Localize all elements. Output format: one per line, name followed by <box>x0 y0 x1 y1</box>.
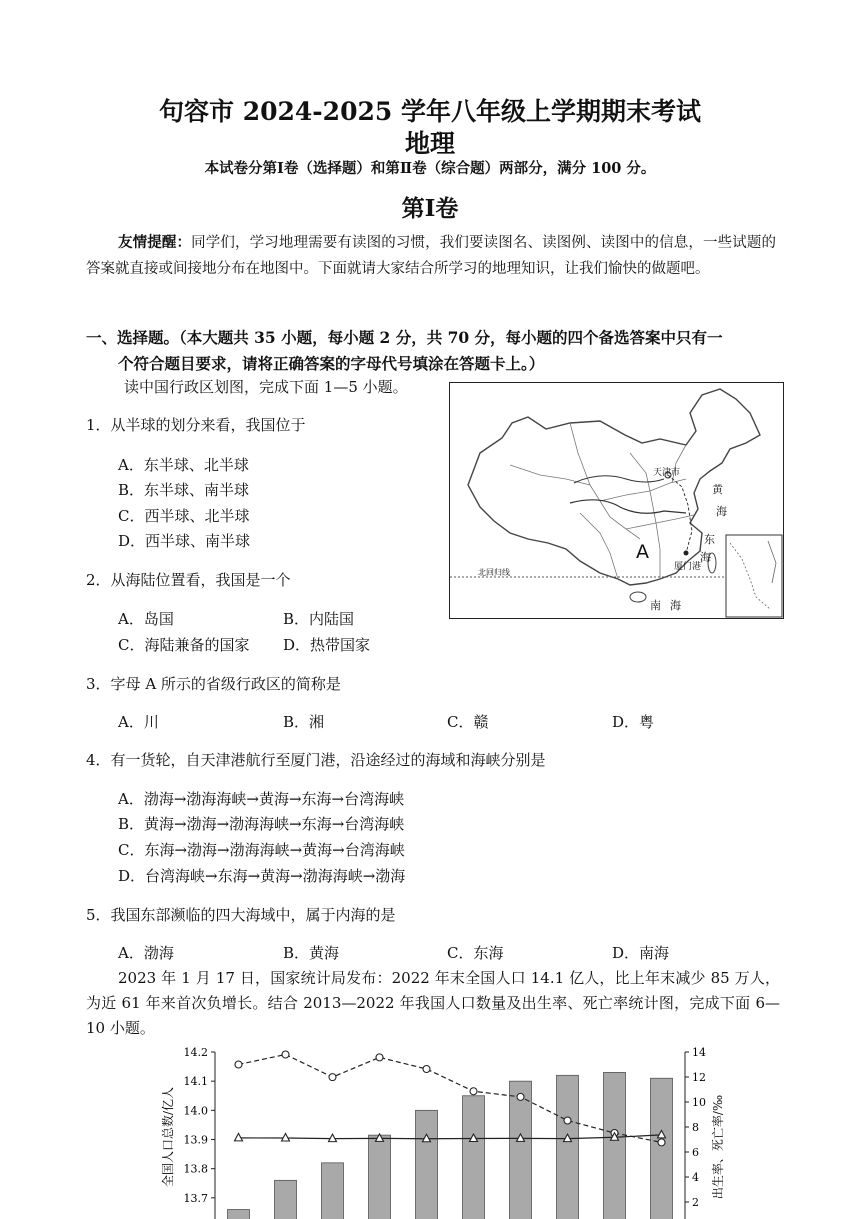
q4-option-d[interactable]: D．台湾海峡→东海→黄海→渤海海峡→渤海 <box>118 865 405 886</box>
q5-option-a[interactable]: A．渤海 <box>118 942 174 963</box>
question-1 <box>86 414 306 435</box>
birth-rate-line <box>239 1055 662 1143</box>
map-label-tropic: 北回归线 <box>478 567 510 578</box>
birth-rate-point <box>658 1139 665 1146</box>
population-chart <box>150 1042 710 1215</box>
question-number: 2． <box>86 571 111 589</box>
right-tick-label: 14 <box>692 1046 706 1059</box>
q5-option-c[interactable]: C．东海 <box>447 942 503 963</box>
death-rate-line <box>239 1135 662 1139</box>
y-axis-label: 全国人口总数/亿人 <box>160 1087 175 1187</box>
birth-rate-point <box>470 1088 477 1095</box>
question-stem: 字母 A 所示的省级行政区的简称是 <box>111 675 341 693</box>
population-bar <box>463 1096 485 1219</box>
friendly-tip <box>86 230 776 282</box>
right-tick-label: 8 <box>692 1121 699 1134</box>
question-number: 1． <box>86 416 111 434</box>
death-rate-point <box>282 1134 290 1142</box>
population-bar <box>369 1135 391 1219</box>
right-tick-label: 12 <box>692 1071 706 1084</box>
birth-rate-point <box>376 1054 383 1061</box>
question-stem: 我国东部濒临的四大海域中，属于内海的是 <box>111 906 396 924</box>
q3-option-c[interactable]: C．赣 <box>447 711 488 732</box>
death-rate-point <box>329 1134 337 1142</box>
population-bar <box>510 1081 532 1219</box>
question-stem: 有一货轮，自天津港航行至厦门港，沿途经过的海域和海峡分别是 <box>111 751 546 769</box>
question-stem: 从海陆位置看，我国是一个 <box>111 571 291 589</box>
subject-title: 地理 <box>0 124 860 160</box>
q5-option-b[interactable]: B．黄海 <box>283 942 339 963</box>
left-tick-label: 13.8 <box>184 1163 209 1176</box>
map-label-dong: 东 <box>704 531 715 547</box>
question-number: 5． <box>86 906 111 924</box>
exam-description: 本试卷分第Ⅰ卷（选择题）和第Ⅱ卷（综合题）两部分，满分 100 分。 <box>0 157 860 178</box>
map-label-tianjin: 天津市 <box>653 465 680 478</box>
question-number: 3． <box>86 675 111 693</box>
question-2 <box>86 569 291 590</box>
population-bar <box>228 1210 250 1219</box>
section-heading-line1: 一、选择题。（本大题共 35 小题，每小题 2 分，共 70 分，每小题的四个备选答案中只有一 <box>86 326 723 348</box>
q2-option-a[interactable]: A．岛国 <box>118 608 174 629</box>
q2-option-c[interactable]: C．海陆兼备的国家 <box>118 634 249 655</box>
question-3 <box>86 673 341 694</box>
china-admin-map <box>449 382 784 619</box>
map-label-hai-1: 海 <box>716 503 727 519</box>
left-tick-label: 14.1 <box>184 1075 209 1088</box>
right-tick-label: 10 <box>692 1096 706 1109</box>
y2-axis-label: 出生率、死亡率/‰ <box>710 1095 725 1199</box>
birth-rate-point <box>282 1051 289 1058</box>
q2-option-d[interactable]: D．热带国家 <box>283 634 370 655</box>
q1-option-d[interactable]: D．西半球、南半球 <box>118 530 250 551</box>
tip-label: 友情提醒： <box>118 234 191 251</box>
q5-option-d[interactable]: D．南海 <box>612 942 669 963</box>
question-5 <box>86 904 396 925</box>
population-bar <box>322 1163 344 1219</box>
population-bar <box>604 1072 626 1219</box>
death-rate-point <box>235 1133 243 1141</box>
left-tick-label: 14.2 <box>184 1046 209 1059</box>
exam-title: 句容市 2024-2025 学年八年级上学期期末考试 <box>0 92 860 128</box>
q3-option-a[interactable]: A．川 <box>118 711 159 732</box>
q3-option-b[interactable]: B．湘 <box>283 711 324 732</box>
volume-title: 第Ⅰ卷 <box>0 190 860 223</box>
map-label-hai-2: 海 <box>700 549 711 565</box>
right-tick-label: 6 <box>692 1146 699 1159</box>
population-bar <box>416 1110 438 1219</box>
right-tick-label: 2 <box>692 1196 699 1209</box>
q4-option-a[interactable]: A．渤海→渤海海峡→黄海→东海→台湾海峡 <box>118 788 404 809</box>
birth-rate-point <box>517 1093 524 1100</box>
question-4 <box>86 749 546 770</box>
question-number: 4． <box>86 751 111 769</box>
map-label-a: A <box>636 541 649 563</box>
birth-rate-point <box>564 1117 571 1124</box>
left-tick-label: 13.9 <box>184 1134 209 1147</box>
q2-option-b[interactable]: B．内陆国 <box>283 608 354 629</box>
q4-option-c[interactable]: C．东海→渤海→渤海海峡→黄海→台湾海峡 <box>118 839 405 860</box>
population-passage: 2023 年 1 月 17 日，国家统计局发布：2022 年末全国人口 14.1 亿人，比上年末减少 85 万人，为近 61 年来首次负增长。结合 2013—2022 年我国人口数量及出生率、死亡率统计图，完成下面 6—10 小题。 <box>86 966 780 1041</box>
q1-option-b[interactable]: B．东半球、南半球 <box>118 479 249 500</box>
map-label-huang: 黄 <box>712 481 723 497</box>
q4-option-b[interactable]: B．黄海→渤海→渤海海峡→东海→台湾海峡 <box>118 813 404 834</box>
map-label-nan: 南 <box>650 597 661 613</box>
population-bar <box>557 1075 579 1219</box>
q1-option-c[interactable]: C．西半球、北半球 <box>118 505 249 526</box>
left-tick-label: 13.7 <box>184 1192 209 1205</box>
question-stem: 从半球的划分来看，我国位于 <box>111 416 306 434</box>
section-heading-line2: 个符合题目要求，请将正确答案的字母代号填涂在答题卡上。） <box>118 352 544 374</box>
birth-rate-point <box>423 1066 430 1073</box>
map-label-hai-3: 海 <box>670 597 681 613</box>
q3-option-d[interactable]: D．粤 <box>612 711 654 732</box>
map-intro: 读中国行政区划图，完成下面 1—5 小题。 <box>124 374 408 400</box>
population-bar <box>275 1180 297 1219</box>
tip-text: 同学们，学习地理需要有读图的习惯，我们要读图名、读图例、读图中的信息，一些试题的答案就直接或间接地分布在地图中。下面就请大家结合所学习的地理知识，让我们愉快的做题吧。 <box>86 235 776 277</box>
right-tick-label: 4 <box>692 1171 699 1184</box>
q1-option-a[interactable]: A．东半球、北半球 <box>118 454 249 475</box>
population-bar <box>651 1078 673 1219</box>
map-label-xiamen: 厦门港 <box>674 559 701 572</box>
birth-rate-point <box>329 1074 336 1081</box>
left-tick-label: 14.0 <box>184 1104 209 1117</box>
birth-rate-point <box>235 1061 242 1068</box>
